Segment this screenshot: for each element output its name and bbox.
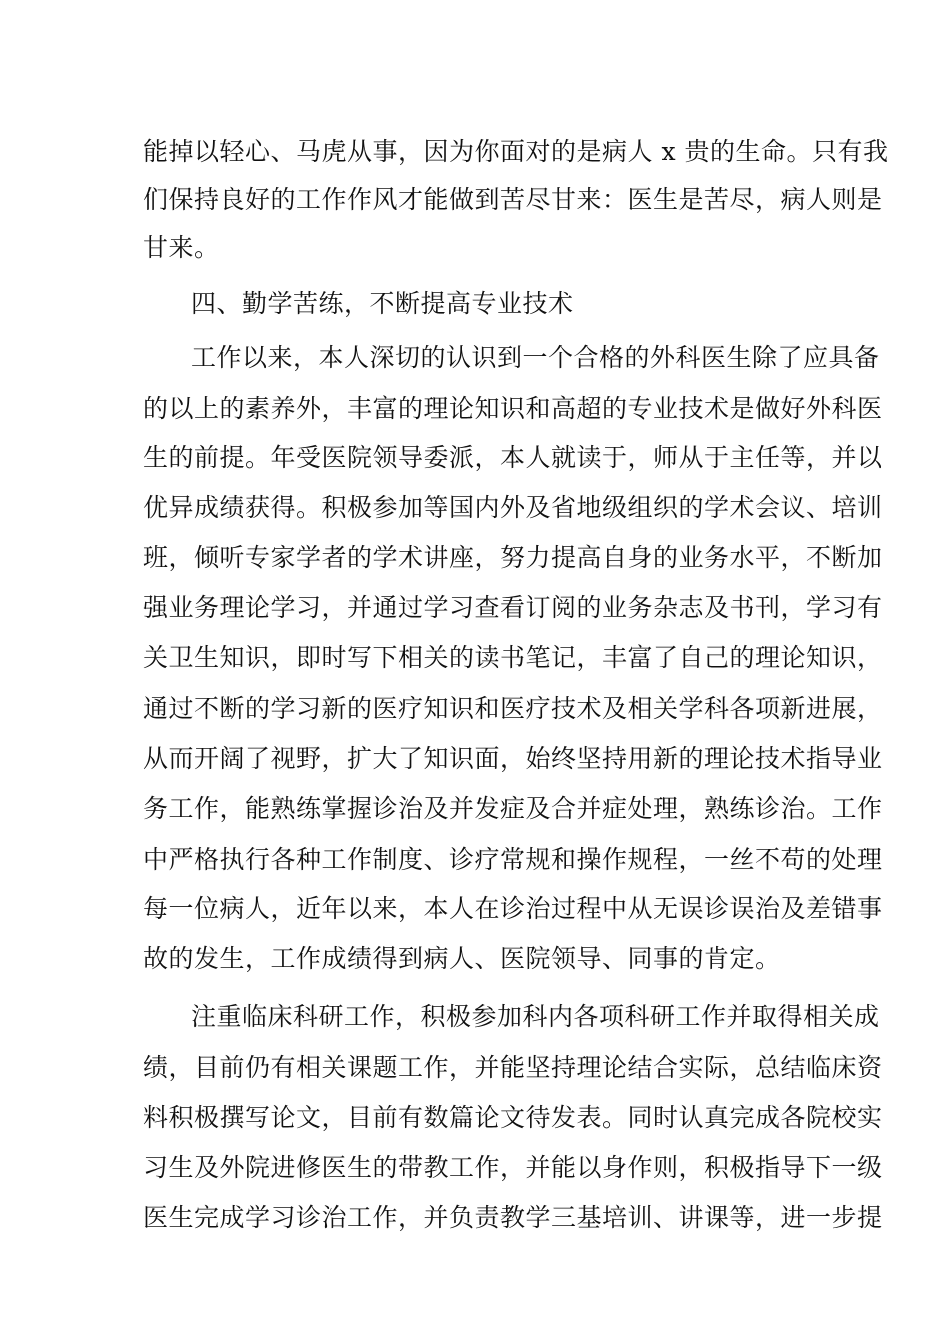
text-line: 强业务理论学习，并通过学习查看订阅的业务杂志及书刊，学习有 xyxy=(143,593,883,622)
text-line: 班，倾听专家学者的学术讲座，努力提高自身的业务水平，不断加 xyxy=(143,543,883,572)
text-line: 注重临床科研工作，积极参加科内各项科研工作并取得相关成 xyxy=(191,1002,880,1031)
text-line: 务工作，能熟练掌握诊治及并发症及合并症处理，熟练诊治。工作 xyxy=(143,794,883,823)
text-line: 料积极撰写论文，目前有数篇论文待发表。同时认真完成各院校实 xyxy=(143,1103,883,1132)
text-line: 们保持良好的工作作风才能做到苦尽甘来：医生是苦尽，病人则是 xyxy=(143,185,883,214)
text-line: 中严格执行各种工作制度、诊疗常规和操作规程，一丝不苟的处理 xyxy=(143,845,883,874)
text-line: 故的发生，工作成绩得到病人、医院领导、同事的肯定。 xyxy=(143,944,781,973)
text-line: 每一位病人，近年以来，本人在诊治过程中从无误诊误治及差错事 xyxy=(143,894,883,923)
text-line: 生的前提。年受医院领导委派，本人就读于，师从于主任等，并以 xyxy=(143,443,883,472)
text-line: 优异成绩获得。积极参加等国内外及省地级组织的学术会议、培训 xyxy=(143,493,883,522)
text-line: 习生及外院进修医生的带教工作，并能以身作则，积极指导下一级 xyxy=(143,1153,883,1182)
text-line: 绩，目前仍有相关课题工作，并能坚持理论结合实际，总结临床资 xyxy=(143,1053,883,1082)
text-line: 从而开阔了视野，扩大了知识面，始终坚持用新的理论技术指导业 xyxy=(143,744,883,773)
text-line: 的以上的素养外，丰富的理论知识和高超的专业技术是做好外科医 xyxy=(143,394,883,423)
text-line: 能掉以轻心、马虎从事，因为你面对的是病人 x 贵的生命。只有我 xyxy=(143,137,889,166)
section-heading: 四、勤学苦练，不断提高专业技术 xyxy=(191,289,574,318)
text-line: 医生完成学习诊治工作，并负责教学三基培训、讲课等，进一步提 xyxy=(143,1203,883,1232)
text-line: 工作以来，本人深切的认识到一个合格的外科医生除了应具备 xyxy=(191,343,880,372)
text-line: 通过不断的学习新的医疗知识和医疗技术及相关学科各项新进展， xyxy=(143,694,883,723)
text-line: 甘来。 xyxy=(143,233,220,262)
text-line: 关卫生知识，即时写下相关的读书笔记，丰富了自己的理论知识， xyxy=(143,643,883,672)
